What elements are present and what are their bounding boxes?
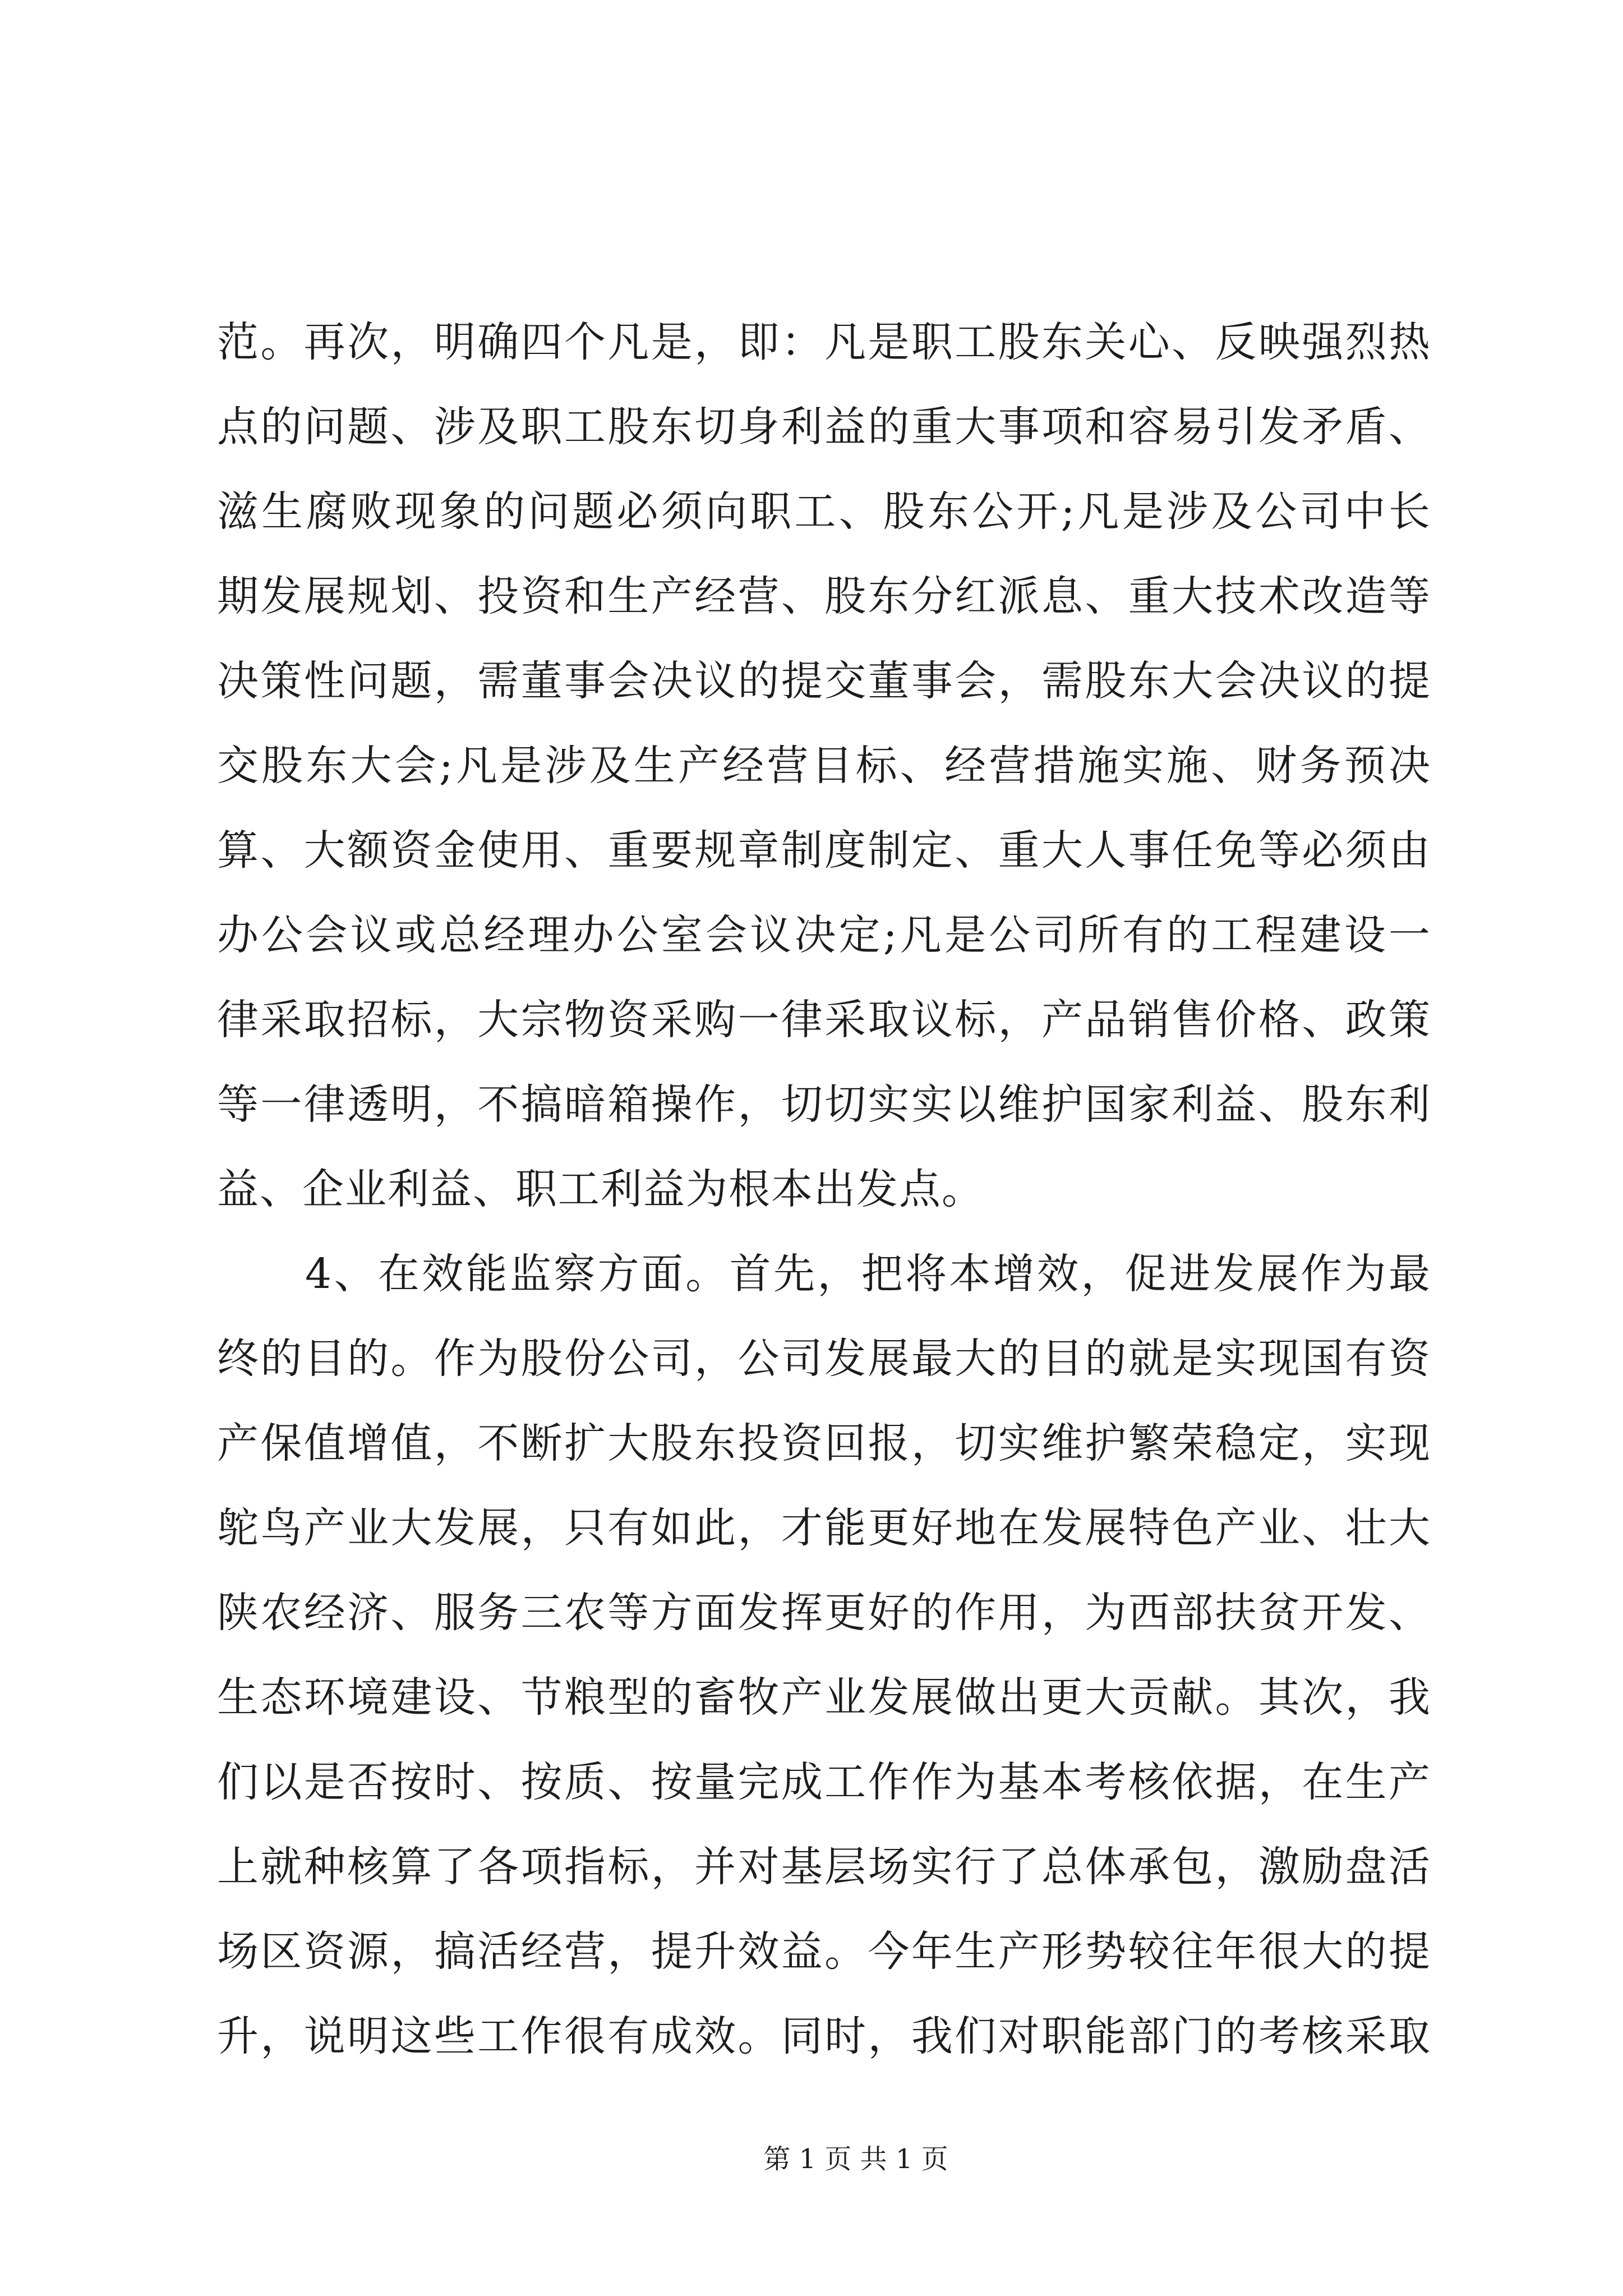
page-footer: 第 1 页 共 1 页 [763, 2143, 948, 2175]
text-line: 点的问题、涉及职工股东切身利益的重大事项和容易引发矛盾、 [217, 403, 1431, 451]
text-line: 产保值增值，不断扩大股东投资回报，切实维护繁荣稳定，实现 [217, 1419, 1431, 1467]
text-line: 期发展规划、投资和生产经营、股东分红派息、重大技术改造等 [217, 572, 1431, 620]
text-line: 决策性问题，需董事会决议的提交董事会，需股东大会决议的提 [217, 657, 1431, 705]
text-line: 鸵鸟产业大发展，只有如此，才能更好地在发展特色产业、壮大 [217, 1504, 1431, 1552]
text-line: 升，说明这些工作很有成效。同时，我们对职能部门的考核采取 [217, 2012, 1431, 2060]
document-body [217, 300, 1431, 2079]
text-line: 等一律透明，不搞暗箱操作，切切实实以维护国家利益、股东利 [217, 1080, 1431, 1129]
text-line: 办公会议或总经理办公室会议决定;凡是公司所有的工程建设一 [217, 911, 1431, 959]
text-line: 4、在效能监察方面。首先，把将本增效，促进发展作为最 [305, 1250, 1431, 1298]
text-line: 终的目的。作为股份公司，公司发展最大的目的就是实现国有资 [217, 1335, 1431, 1383]
paragraph [217, 300, 1431, 1232]
text-line: 律采取招标，大宗物资采购一律采取议标，产品销售价格、政策 [217, 996, 1431, 1044]
text-line: 滋生腐败现象的问题必须向职工、股东公开;凡是涉及公司中长 [217, 487, 1431, 536]
text-line: 范。再次，明确四个凡是，即：凡是职工股东关心、反映强烈热 [217, 318, 1431, 366]
text-line: 上就种核算了各项指标，并对基层场实行了总体承包，激励盘活 [217, 1843, 1431, 1891]
text-line: 陕农经济、服务三农等方面发挥更好的作用，为西部扶贫开发、 [217, 1589, 1431, 1637]
text-line: 交股东大会;凡是涉及生产经营目标、经营措施实施、财务预决 [217, 742, 1431, 790]
paragraph [217, 1232, 1431, 2079]
text-line: 们以是否按时、按质、按量完成工作作为基本考核依据，在生产 [217, 1758, 1431, 1806]
text-line: 益、企业利益、职工利益为根本出发点。 [217, 1165, 984, 1213]
text-line: 场区资源，搞活经营，提升效益。今年生产形势较往年很大的提 [217, 1927, 1431, 1976]
text-line: 算、大额资金使用、重要规章制度制定、重大人事任免等必须由 [217, 826, 1431, 875]
text-line: 生态环境建设、节粮型的畜牧产业发展做出更大贡献。其次，我 [217, 1673, 1431, 1722]
